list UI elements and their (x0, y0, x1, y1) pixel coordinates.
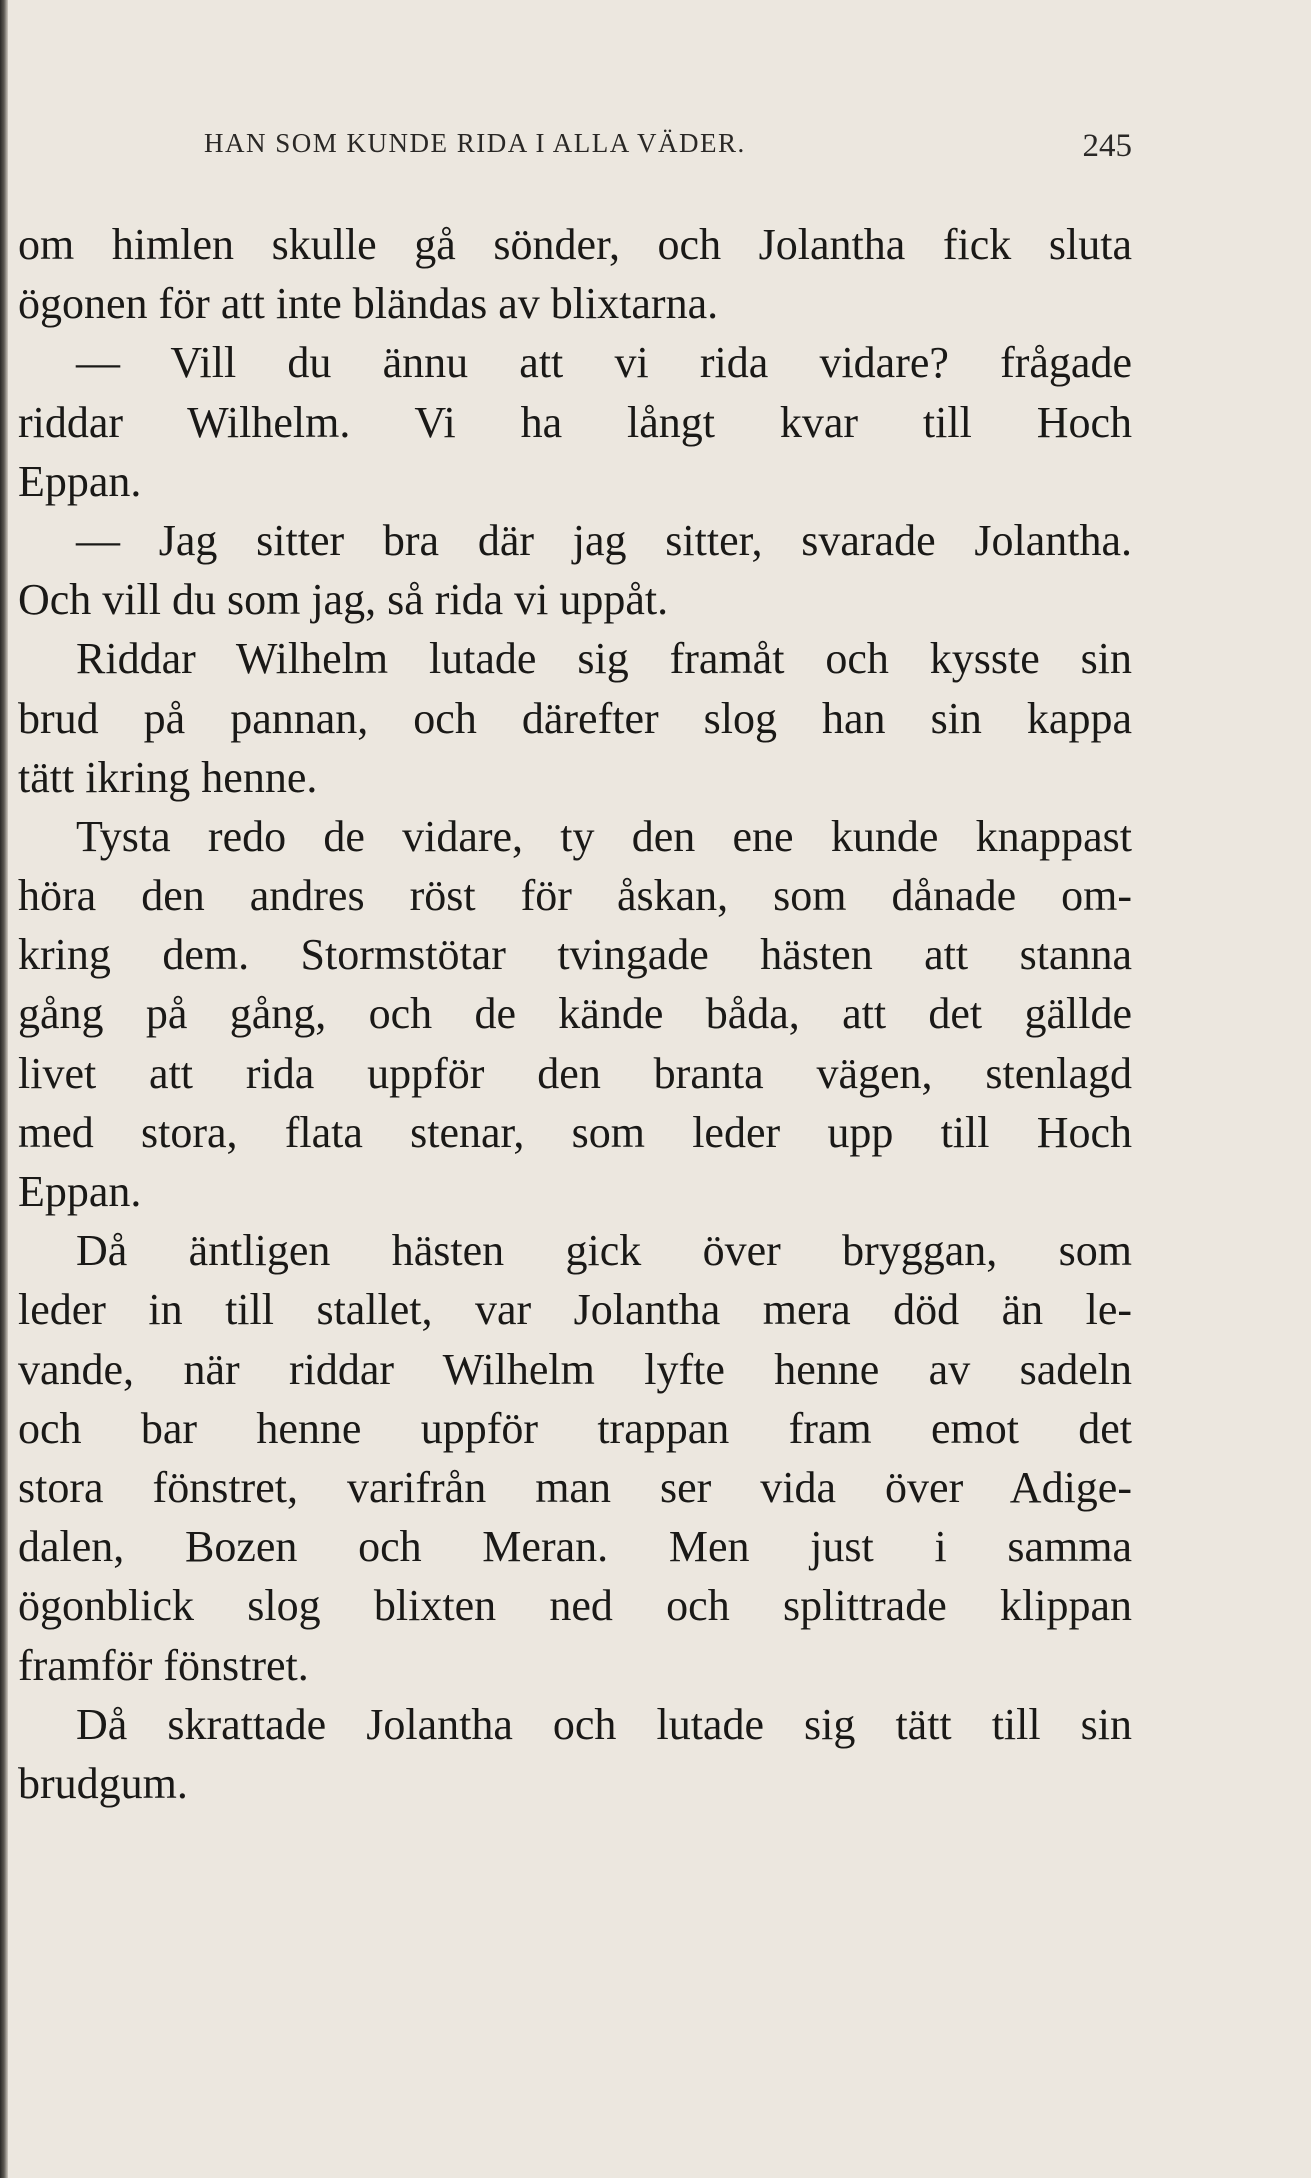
text-line: ögonblick slog blixten ned och splittrade klippan (18, 1581, 1132, 1631)
running-title: HAN SOM KUNDE RIDA I ALLA VÄDER. (204, 128, 746, 158)
text-line: — Jag sitter bra där jag sitter, svarade Jolantha. (76, 515, 1132, 565)
text-line: om himlen skulle gå sönder, och Jolantha fick sluta (18, 220, 1132, 269)
text-line: leder in till stallet, var Jolantha mera död än le- (18, 1285, 1132, 1335)
text-line: Då äntligen hästen gick över bryggan, som (76, 1226, 1132, 1276)
text-line: — Vill du ännu att vi rida vidare? frågade (76, 338, 1132, 388)
text-line: stora fönstret, varifrån man ser vida över Adige- (18, 1462, 1132, 1512)
text-line: brud på pannan, och därefter slog han sin kappa (18, 693, 1132, 743)
text-line: Riddar Wilhelm lutade sig framåt och kysste sin (76, 634, 1132, 684)
text-line: ögonen för att inte bländas av blixtarna. (18, 279, 719, 329)
text-line: Och vill du som jag, så rida vi uppåt. (18, 575, 669, 625)
text-line: riddar Wilhelm. Vi ha långt kvar till Hoch (18, 397, 1132, 447)
text-line: kring dem. Stormstötar tvingade hästen att stanna (18, 930, 1132, 980)
text-line: livet att rida uppför den branta vägen, stenlagd (18, 1048, 1132, 1098)
text-line: tätt ikring henne. (18, 752, 318, 802)
text-line: gång på gång, och de kände båda, att det gällde (18, 989, 1132, 1039)
body-text (18, 215, 1132, 1813)
text-line: Tysta redo de vidare, ty den ene kunde knappast (76, 811, 1132, 861)
text-line: med stora, flata stenar, som leder upp till Hoch (18, 1107, 1132, 1157)
text-line: vande, när riddar Wilhelm lyfte henne av sadeln (18, 1344, 1132, 1394)
text-line: Eppan. (18, 456, 142, 506)
page-number: 245 (1082, 128, 1132, 164)
running-head (204, 128, 1132, 168)
text-line: brudgum. (18, 1758, 188, 1808)
text-line: Då skrattade Jolantha och lutade sig tätt till sin (76, 1699, 1132, 1749)
page-spine-edge (0, 0, 8, 2178)
text-line: höra den andres röst för åskan, som dånade om- (18, 871, 1132, 921)
text-line: framför fönstret. (18, 1640, 309, 1690)
text-line: dalen, Bozen och Meran. Men just i samma (18, 1522, 1132, 1572)
text-line: Eppan. (18, 1167, 142, 1216)
text-line: och bar henne uppför trappan fram emot det (18, 1403, 1132, 1453)
